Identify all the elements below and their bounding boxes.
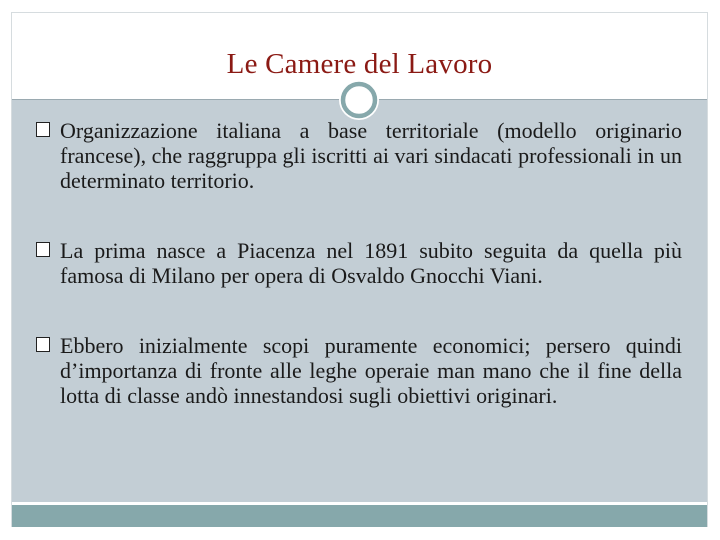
- slide-title: Le Camere del Lavoro: [226, 48, 493, 80]
- bullet-item: [36, 118, 682, 193]
- square-bullet-icon: [36, 337, 50, 352]
- square-bullet-icon: [36, 122, 50, 137]
- bullet-list: [36, 118, 682, 408]
- bullet-text: Ebbero inizialmente scopi puramente economici; persero quindi d’importanza di fronte alle leghe operaie man mano che il fine della lotta di classe andò innestandosi sugli obiettivi originari.: [60, 333, 682, 408]
- bullet-text: La prima nasce a Piacenza nel 1891 subito seguita da quella più famosa di Milano per opera di Osvaldo Gnocchi Viani.: [60, 238, 682, 288]
- bullet-item: [36, 333, 682, 408]
- circle-ring-icon: [337, 78, 381, 122]
- bullet-text: Organizzazione italiana a base territoriale (modello originario francese), che raggruppa gli iscritti ai vari sindacati professionali in un determinato territorio.: [60, 118, 682, 193]
- square-bullet-icon: [36, 242, 50, 257]
- footer-bar: [12, 505, 707, 527]
- bullet-item: [36, 238, 682, 288]
